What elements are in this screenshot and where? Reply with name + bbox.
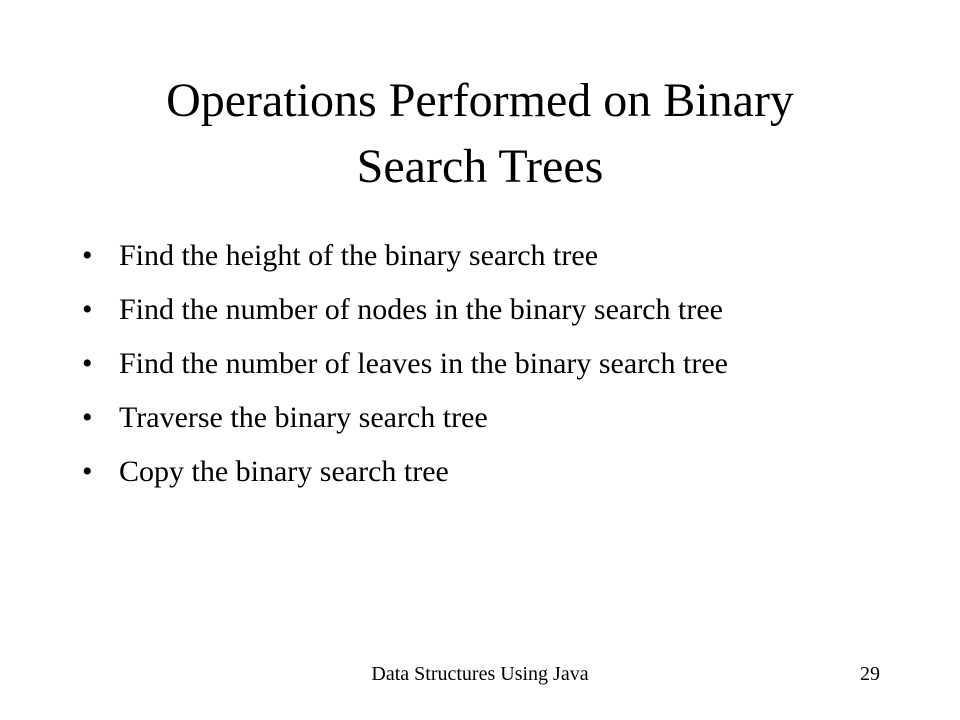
bullet-text: Find the height of the binary search tree xyxy=(119,239,599,272)
bullet-item xyxy=(82,292,922,328)
bullet-text: Traverse the binary search tree xyxy=(119,401,488,434)
bullet-item xyxy=(82,346,922,382)
footer-text: Data Structures Using Java xyxy=(371,663,589,685)
bullet-item xyxy=(82,400,922,436)
page-number: 29 xyxy=(860,663,880,685)
slide-title-line-1: Operations Performed on Binary xyxy=(166,74,794,127)
bullet-list xyxy=(82,238,922,508)
bullet-text: Copy the binary search tree xyxy=(119,455,449,488)
bullet-icon: • xyxy=(82,293,93,326)
bullet-icon: • xyxy=(82,455,93,488)
bullet-item xyxy=(82,238,922,274)
bullet-text: Find the number of nodes in the binary search tree xyxy=(119,293,723,326)
bullet-icon: • xyxy=(82,239,93,272)
bullet-icon: • xyxy=(82,347,93,380)
slide-title xyxy=(60,68,900,200)
slide-title-line-2: Search Trees xyxy=(356,140,604,193)
bullet-icon: • xyxy=(82,401,93,434)
bullet-item xyxy=(82,454,922,490)
bullet-text: Find the number of leaves in the binary search tree xyxy=(119,347,728,380)
